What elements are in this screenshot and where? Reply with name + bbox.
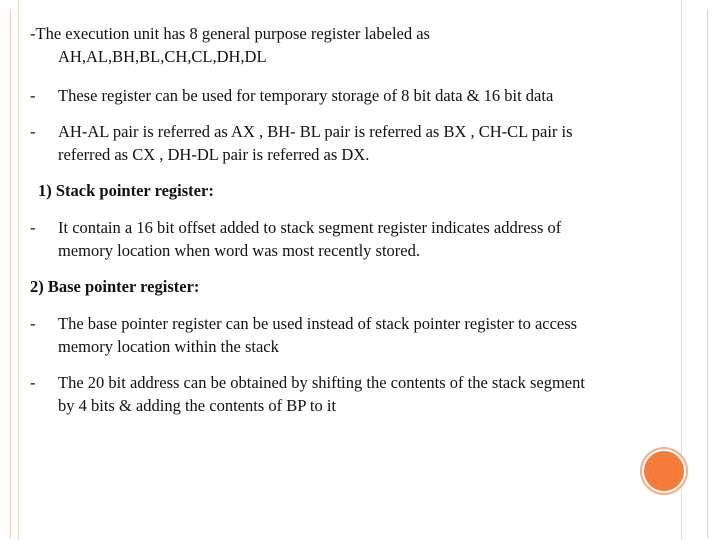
decorative-circle-dot — [644, 451, 684, 491]
bullet-4-line-2: memory location within the stack — [58, 337, 279, 356]
bullet-3-line-1: It contain a 16 bit offset added to stack segment register indicates address of — [58, 218, 562, 237]
intro-line-1: -The execution unit has 8 general purpose register labeled as — [30, 24, 430, 43]
bullet-dash: - — [30, 373, 36, 392]
bullet-2-line-2: referred as CX , DH-DL pair is referred as DX. — [58, 145, 370, 164]
bullet-1-text: These register can be used for temporary storage of 8 bit data & 16 bit data — [58, 86, 554, 105]
bullet-dash: - — [30, 218, 36, 237]
bullet-dash: - — [30, 86, 36, 105]
bullet-dash: - — [30, 122, 36, 141]
bullet-4-line-1: The base pointer register can be used instead of stack pointer register to access — [58, 314, 578, 333]
bullet-5-line-1: The 20 bit address can be obtained by shifting the contents of the stack segment — [58, 373, 585, 392]
intro-line-2: AH,AL,BH,BL,CH,CL,DH,DL — [58, 47, 267, 66]
slide-border-inner — [18, 0, 682, 540]
heading-base-pointer: 2) Base pointer register: — [30, 277, 200, 296]
bullet-dash: - — [30, 314, 36, 333]
heading-stack-pointer: 1) Stack pointer register: — [38, 181, 214, 200]
bullet-5-line-2: by 4 bits & adding the contents of BP to it — [58, 396, 337, 415]
bullet-3-line-2: memory location when word was most recently stored. — [58, 241, 420, 260]
bullet-2-line-1: AH-AL pair is referred as AX , BH- BL pair is referred as BX , CH-CL pair is — [58, 122, 573, 141]
intro-paragraph — [30, 22, 690, 68]
